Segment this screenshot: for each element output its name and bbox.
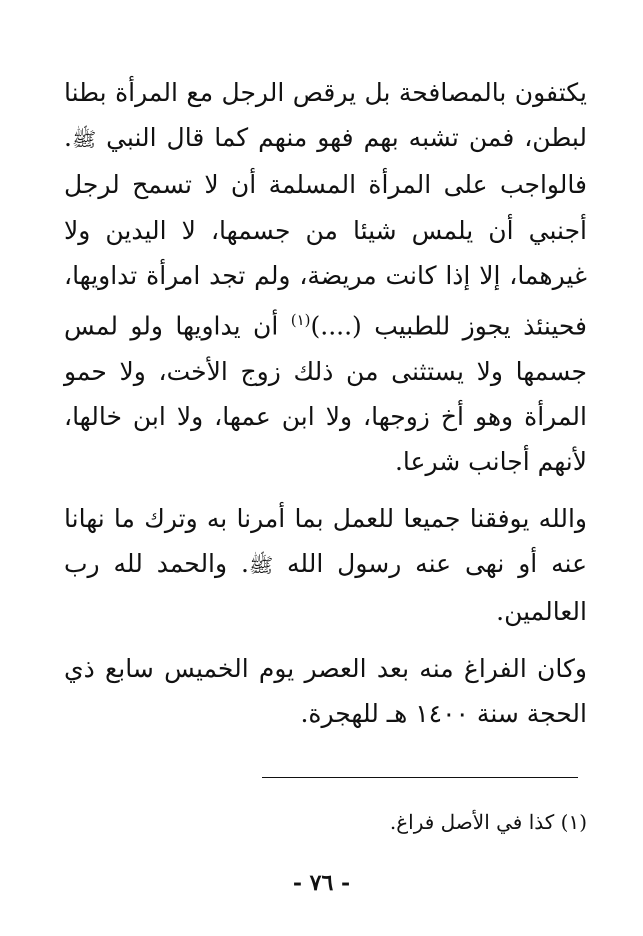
- text-line: وكان الفراغ منه بعد العصر يوم الخميس سابع ذي: [64, 653, 587, 683]
- text-line: فحينئذ يجوز للطبيب (....)$^{(١)}$ أن يداويها ولو لمس: [64, 311, 587, 341]
- paragraph-3: [64, 646, 587, 736]
- footnote-marker: (١): [290, 311, 311, 330]
- main-text: [64, 70, 587, 736]
- text-line: لبطن، فمن تشبه بهم فهو منهم كما قال النبي ﷺ.: [64, 123, 587, 153]
- text-line: المرأة وهو أخ زوجها، ولا ابن عمها، ولا ابن خالها،: [64, 401, 587, 431]
- paragraph-1: [64, 70, 587, 484]
- salutation-seal: ﷺ: [71, 127, 97, 152]
- text-line: عنه أو نهى عنه رسول الله ﷺ. والحمد لله رب: [64, 549, 587, 579]
- text-line: أجنبي أن يلمس شيئا من جسمها، لا اليدين ولا: [64, 215, 587, 245]
- text-line: والله يوفقنا جميعا للعمل بما أمرنا به وترك ما نهانا: [64, 504, 587, 534]
- text-line: العالمين.: [496, 596, 587, 626]
- salutation-seal: ﷺ: [248, 553, 274, 578]
- page-number: - ٧٦ -: [292, 870, 351, 896]
- text-line: جسمها ولا يستثنى من ذلك زوج الأخت، ولا حمو: [64, 356, 587, 386]
- footnote-separator: [262, 777, 578, 778]
- footnote: (١) كذا في الأصل فراغ.: [389, 810, 587, 834]
- text-line: يكتفون بالمصافحة بل يرقص الرجل مع المرأة بطنا: [64, 78, 587, 107]
- text-line: لأنهم أجانب شرعا.: [394, 446, 587, 476]
- text-line: فالواجب على المرأة المسلمة أن لا تسمح لرجل: [64, 170, 587, 200]
- text-line: غيرهما، إلا إذا كانت مريضة، ولم تجد امرأة تداويها،: [64, 260, 587, 290]
- text-line: الحجة سنة ١٤٠٠ هـ للهجرة.: [300, 698, 587, 728]
- paragraph-2: [64, 496, 587, 634]
